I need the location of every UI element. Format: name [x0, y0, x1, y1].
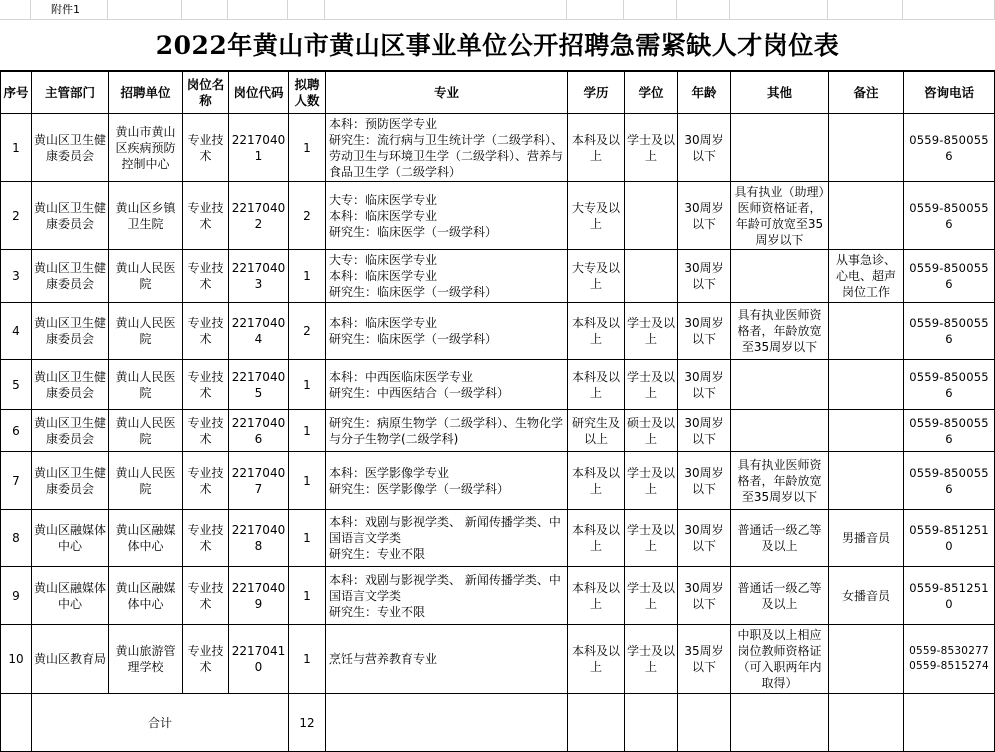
cell-other — [731, 114, 829, 182]
cell-note — [829, 625, 904, 694]
cell-phone — [904, 510, 995, 567]
total-count: 12 — [289, 694, 326, 752]
phone-line: 0559-8500556 — [909, 415, 989, 446]
major-line: 烹饪与营养教育专业 — [329, 652, 438, 666]
phone-line: 0559-8500556 — [909, 132, 989, 163]
major-line: 本科：戏剧与影视学类、 新闻传播学类、中国语言文学类 — [329, 572, 561, 603]
major-line: 研究生：病原生物学（二级学科）、生物化学与分子生物学(二级学科) — [329, 415, 564, 446]
major-line: 本科：中西医临床医学专业 — [329, 369, 474, 384]
cell-dept: 黄山区卫生健康委员会 — [32, 360, 109, 410]
header-phone: 咨询电话 — [904, 72, 995, 114]
cell-post-code: 22170403 — [229, 250, 289, 303]
table-row — [1, 182, 995, 250]
cell-other: 具有执业医师资格者，年龄放宽至35周岁以下 — [731, 452, 829, 510]
phone-line: 0559-8515274 — [909, 660, 989, 672]
cell-unit: 黄山人民医院 — [109, 452, 183, 510]
cell-unit: 黄山人民医院 — [109, 410, 183, 452]
total-label: 合计 — [32, 694, 289, 752]
cell-degree: 学士及以上 — [625, 360, 678, 410]
cell-unit: 黄山旅游管理学校 — [109, 625, 183, 694]
cell-edu: 本科及以上 — [568, 303, 625, 360]
cell-dept: 黄山区卫生健康委员会 — [32, 114, 109, 182]
cell-edu: 大专及以上 — [568, 250, 625, 303]
cell-post-name: 专业技术 — [183, 360, 229, 410]
cell-blank — [326, 694, 568, 752]
cell-post-name: 专业技术 — [183, 510, 229, 567]
phone-line: 0559-8512510 — [909, 580, 989, 611]
major-line: 研究生：专业不限 — [329, 604, 426, 619]
cell-age: 35周岁以下 — [678, 625, 731, 694]
major-line: 大专：临床医学专业 — [329, 192, 438, 207]
cell-count: 1 — [289, 567, 326, 625]
cell-other: 普通话一级乙等及以上 — [731, 567, 829, 625]
cell-unit: 黄山区融媒体中心 — [109, 510, 183, 567]
major-line: 研究生：流行病与卫生统计学（二级学科）、劳动卫生与环境卫生学（二级学科）、营养与食品卫生学（二级学科） — [329, 132, 564, 179]
cell-other: 具有执业医师资格者，年龄放宽至35周岁以下 — [731, 303, 829, 360]
cell-blank — [829, 694, 904, 752]
cell-post-name: 专业技术 — [183, 303, 229, 360]
phone-line: 0559-8500556 — [909, 316, 989, 346]
header-major: 专业 — [326, 72, 568, 114]
table-row — [1, 410, 995, 452]
major-line: 本科：临床医学专业 — [329, 208, 438, 223]
table-row — [1, 625, 995, 694]
cell-seq: 2 — [1, 182, 32, 250]
cell-note — [829, 410, 904, 452]
table-row — [1, 510, 995, 567]
cell-post-name: 专业技术 — [183, 625, 229, 694]
header-note: 备注 — [829, 72, 904, 114]
cell-count: 1 — [289, 625, 326, 694]
cell-phone — [904, 625, 995, 694]
cell-unit: 黄山区乡镇卫生院 — [109, 182, 183, 250]
phone-line: 0559-8500556 — [909, 369, 989, 400]
cell-dept: 黄山区教育局 — [32, 625, 109, 694]
cell-blank — [625, 694, 678, 752]
header-row — [1, 72, 995, 114]
cell-edu: 本科及以上 — [568, 510, 625, 567]
title-row — [0, 20, 995, 71]
cell-phone — [904, 567, 995, 625]
cell-other — [731, 250, 829, 303]
major-line: 研究生：临床医学（一级学科） — [329, 285, 498, 299]
header-other: 其他 — [731, 72, 829, 114]
cell-edu: 本科及以上 — [568, 360, 625, 410]
cell-major — [326, 182, 568, 250]
cell-age: 30周岁以下 — [678, 303, 731, 360]
major-line: 大专：临床医学专业 — [329, 253, 438, 267]
cell-age: 30周岁以下 — [678, 410, 731, 452]
cell-major — [326, 114, 568, 182]
cell-count: 1 — [289, 510, 326, 567]
cell-post-code: 22170410 — [229, 625, 289, 694]
major-line: 研究生：临床医学（一级学科） — [329, 224, 498, 239]
cell-major — [326, 360, 568, 410]
cell-phone — [904, 114, 995, 182]
table-row — [1, 567, 995, 625]
header-post-code: 岗位代码 — [229, 72, 289, 114]
header-count: 拟聘人数 — [289, 72, 326, 114]
cell-age: 30周岁以下 — [678, 567, 731, 625]
cell-seq: 9 — [1, 567, 32, 625]
cell-major — [326, 410, 568, 452]
cell-blank — [731, 694, 829, 752]
cell-phone — [904, 182, 995, 250]
cell-note — [829, 452, 904, 510]
cell-unit: 黄山人民医院 — [109, 360, 183, 410]
cell-count: 2 — [289, 303, 326, 360]
table-row — [1, 303, 995, 360]
cell-major — [326, 510, 568, 567]
cell-age: 30周岁以下 — [678, 510, 731, 567]
cell-post-code: 22170408 — [229, 510, 289, 567]
cell-seq: 8 — [1, 510, 32, 567]
cell-note — [829, 182, 904, 250]
cell-phone — [904, 303, 995, 360]
cell-edu: 本科及以上 — [568, 625, 625, 694]
cell-other: 具有执业（助理）医师资格证者，年龄可放宽至35周岁以下 — [731, 182, 829, 250]
cell-seq: 7 — [1, 452, 32, 510]
cell-post-code: 22170402 — [229, 182, 289, 250]
cell-seq: 5 — [1, 360, 32, 410]
cell-post-name: 专业技术 — [183, 452, 229, 510]
major-line: 研究生：医学影像学（一级学科） — [329, 481, 510, 496]
cell-edu: 大专及以上 — [568, 182, 625, 250]
table-row — [1, 360, 995, 410]
recruitment-table — [0, 71, 995, 752]
major-line: 研究生：专业不限 — [329, 547, 426, 561]
phone-line: 0559-8500556 — [909, 261, 989, 291]
cell-degree: 学士及以上 — [625, 303, 678, 360]
cell-degree: 硕士及以上 — [625, 410, 678, 452]
cell-degree — [625, 182, 678, 250]
cell-seq: 4 — [1, 303, 32, 360]
cell-other — [731, 410, 829, 452]
cell-count: 1 — [289, 114, 326, 182]
cell-unit: 黄山人民医院 — [109, 303, 183, 360]
cell-major — [326, 567, 568, 625]
cell-post-code: 22170404 — [229, 303, 289, 360]
major-line: 本科：临床医学专业 — [329, 269, 438, 283]
header-post-name: 岗位名称 — [183, 72, 229, 114]
cell-degree: 学士及以上 — [625, 625, 678, 694]
cell-dept: 黄山区卫生健康委员会 — [32, 182, 109, 250]
cell-post-code: 22170406 — [229, 410, 289, 452]
cell-count: 2 — [289, 182, 326, 250]
cell-post-name: 专业技术 — [183, 410, 229, 452]
cell-age: 30周岁以下 — [678, 114, 731, 182]
cell-seq: 1 — [1, 114, 32, 182]
cell-post-code: 22170409 — [229, 567, 289, 625]
cell-age: 30周岁以下 — [678, 452, 731, 510]
phone-line: 0559-8500556 — [909, 200, 989, 231]
cell-age: 30周岁以下 — [678, 250, 731, 303]
cell-edu: 研究生及以上 — [568, 410, 625, 452]
phone-line: 0559-8512510 — [909, 523, 989, 553]
cell-post-code: 22170407 — [229, 452, 289, 510]
cell-major — [326, 250, 568, 303]
cell-post-name: 专业技术 — [183, 567, 229, 625]
cell-note — [829, 114, 904, 182]
cell-phone — [904, 360, 995, 410]
cell-count: 1 — [289, 250, 326, 303]
attachment-label: 附件1 — [51, 3, 80, 16]
cell-age: 30周岁以下 — [678, 360, 731, 410]
cell-phone — [904, 452, 995, 510]
cell-major — [326, 303, 568, 360]
cell-degree: 学士及以上 — [625, 114, 678, 182]
cell-edu: 本科及以上 — [568, 452, 625, 510]
header-seq: 序号 — [1, 72, 32, 114]
cell-other: 中职及以上相应岗位教师资格证（可入职两年内取得） — [731, 625, 829, 694]
top-grid-strip — [0, 0, 995, 20]
cell-degree: 学士及以上 — [625, 567, 678, 625]
cell-dept: 黄山区卫生健康委员会 — [32, 452, 109, 510]
cell-major — [326, 625, 568, 694]
major-line: 本科：临床医学专业 — [329, 316, 438, 330]
cell-age: 30周岁以下 — [678, 182, 731, 250]
cell-major — [326, 452, 568, 510]
table-row — [1, 250, 995, 303]
header-unit: 招聘单位 — [109, 72, 183, 114]
major-line: 研究生：中西医结合（一级学科） — [329, 385, 510, 400]
header-edu: 学历 — [568, 72, 625, 114]
header-age: 年龄 — [678, 72, 731, 114]
cell-count: 1 — [289, 452, 326, 510]
cell-dept: 黄山区卫生健康委员会 — [32, 410, 109, 452]
cell-count: 1 — [289, 360, 326, 410]
cell-note: 男播音员 — [829, 510, 904, 567]
cell-note: 从事急诊、心电、超声岗位工作 — [829, 250, 904, 303]
cell-degree: 学士及以上 — [625, 510, 678, 567]
cell-dept: 黄山区融媒体中心 — [32, 567, 109, 625]
major-line: 本科：医学影像学专业 — [329, 465, 450, 480]
cell-edu: 本科及以上 — [568, 114, 625, 182]
cell-post-code: 22170405 — [229, 360, 289, 410]
cell-unit: 黄山人民医院 — [109, 250, 183, 303]
cell-seq: 6 — [1, 410, 32, 452]
cell-dept: 黄山区卫生健康委员会 — [32, 250, 109, 303]
page-title: 2022年黄山市黄山区事业单位公开招聘急需紧缺人才岗位表 — [155, 31, 840, 60]
cell-unit: 黄山市黄山区疾病预防控制中心 — [109, 114, 183, 182]
phone-line: 0559-8500556 — [909, 465, 989, 496]
cell-note — [829, 360, 904, 410]
cell-seq: 3 — [1, 250, 32, 303]
cell-edu: 本科及以上 — [568, 567, 625, 625]
cell-note: 女播音员 — [829, 567, 904, 625]
cell-post-name: 专业技术 — [183, 114, 229, 182]
cell-dept: 黄山区融媒体中心 — [32, 510, 109, 567]
cell-phone — [904, 410, 995, 452]
cell-post-name: 专业技术 — [183, 182, 229, 250]
header-degree: 学位 — [625, 72, 678, 114]
cell-count: 1 — [289, 410, 326, 452]
header-dept: 主管部门 — [32, 72, 109, 114]
cell-post-name: 专业技术 — [183, 250, 229, 303]
cell-blank — [678, 694, 731, 752]
cell-degree: 学士及以上 — [625, 452, 678, 510]
cell-unit: 黄山区融媒体中心 — [109, 567, 183, 625]
cell-blank — [904, 694, 995, 752]
phone-line: 0559-8530277 — [909, 645, 989, 657]
major-line: 研究生：临床医学（一级学科） — [329, 332, 498, 346]
cell-post-code: 22170401 — [229, 114, 289, 182]
cell-other: 普通话一级乙等及以上 — [731, 510, 829, 567]
major-line: 本科：预防医学专业 — [329, 116, 438, 131]
major-line: 本科：戏剧与影视学类、 新闻传播学类、中国语言文学类 — [329, 515, 561, 545]
cell-phone — [904, 250, 995, 303]
cell-blank — [1, 694, 32, 752]
table-row — [1, 114, 995, 182]
cell-note — [829, 303, 904, 360]
cell-other — [731, 360, 829, 410]
table-row — [1, 452, 995, 510]
total-row — [1, 694, 995, 752]
cell-dept: 黄山区卫生健康委员会 — [32, 303, 109, 360]
cell-blank — [568, 694, 625, 752]
cell-degree — [625, 250, 678, 303]
cell-seq: 10 — [1, 625, 32, 694]
